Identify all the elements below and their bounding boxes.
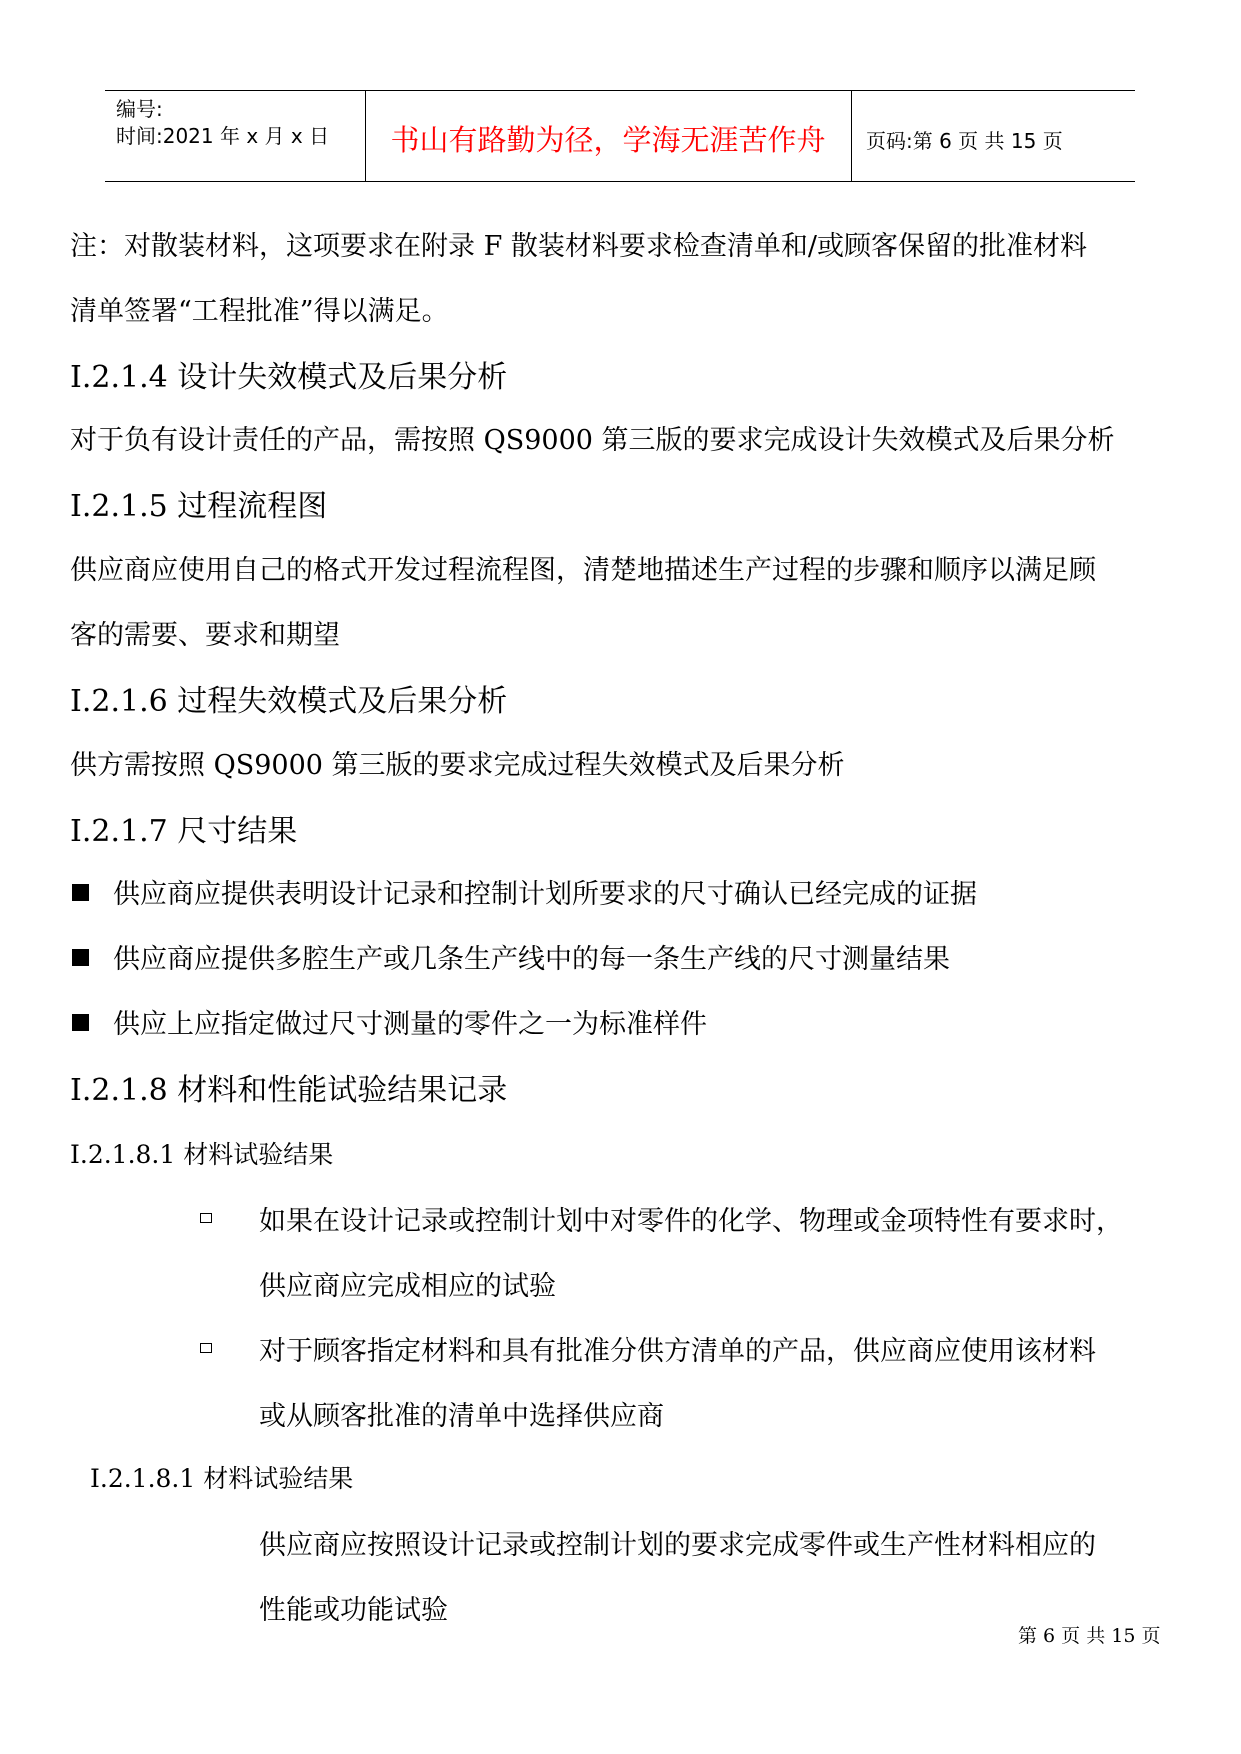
section-2-1-8-title: Ⅰ.2.1.8 材料和性能试验结果记录 — [70, 1073, 508, 1108]
bullet-square-icon — [72, 1014, 89, 1031]
section-2-1-6-title: Ⅰ.2.1.6 过程失效模式及后果分析 — [70, 684, 508, 719]
section-2-1-5-title: Ⅰ.2.1.5 过程流程图 — [70, 489, 328, 524]
section-2-1-8-1-title: Ⅰ.2.1.8.1 材料试验结果 — [70, 1140, 334, 1169]
note-line-1: 注：对散装材料，这项要求在附录 F 散装材料要求检查清单和/或顾客保留的批准材料 — [70, 231, 1087, 262]
bullet-square-icon — [72, 949, 89, 966]
header-motto: 书山有路勤为径，学海无涯苦作舟 — [390, 123, 826, 157]
material-item-2-line-2: 或从顾客批准的清单中选择供应商 — [259, 1401, 664, 1432]
material-item-2-line-1: 对于顾客指定材料和具有批准分供方清单的产品，供应商应使用该材料 — [259, 1336, 1096, 1367]
section-2-1-5-text-2: 客的需要、要求和期望 — [70, 620, 340, 651]
section-2-1-4-title: Ⅰ.2.1.4 设计失效模式及后果分析 — [70, 360, 508, 395]
material-item-1-line-2: 供应商应完成相应的试验 — [259, 1271, 556, 1302]
bullet-square-icon — [72, 884, 89, 901]
section-2-1-8-1-repeat-title: Ⅰ.2.1.8.1 材料试验结果 — [90, 1464, 354, 1493]
section-2-1-6-text: 供方需按照 QS9000 第三版的要求完成过程失效模式及后果分析 — [70, 750, 845, 781]
header-bottom-rule — [105, 181, 1135, 182]
dimension-bullet-item: 供应商应提供多腔生产或几条生产线中的每一条生产线的尺寸测量结果 — [113, 944, 950, 975]
performance-text-line-1: 供应商应按照设计记录或控制计划的要求完成零件或生产性材料相应的 — [259, 1530, 1096, 1561]
section-2-1-7-title: Ⅰ.2.1.7 尺寸结果 — [70, 814, 298, 849]
section-2-1-5-text-1: 供应商应使用自己的格式开发过程流程图，清楚地描述生产过程的步骤和顺序以满足顾 — [70, 555, 1096, 586]
header-divider-right — [851, 90, 852, 182]
section-2-1-4-text: 对于负有设计责任的产品，需按照 QS9000 第三版的要求完成设计失效模式及后果分析 — [70, 425, 1115, 456]
header-time-label: 时间:2021 年 x 月 x 日 — [116, 124, 330, 148]
dimension-bullet-item: 供应商应提供表明设计记录和控制计划所要求的尺寸确认已经完成的证据 — [113, 879, 977, 910]
dimension-bullet-item: 供应上应指定做过尺寸测量的零件之一为标准样件 — [113, 1009, 707, 1040]
bullet-hollow-square-icon — [200, 1213, 212, 1223]
performance-text-line-2: 性能或功能试验 — [259, 1595, 448, 1626]
header-divider-left — [365, 90, 366, 182]
header-page-info: 页码:第 6 页 共 15 页 — [866, 129, 1063, 153]
header-top-rule — [105, 90, 1135, 91]
note-line-2: 清单签署“工程批准”得以满足。 — [70, 296, 449, 327]
material-item-1-line-1: 如果在设计记录或控制计划中对零件的化学、物理或金项特性有要求时， — [259, 1206, 1123, 1237]
header-number-label: 编号: — [116, 97, 163, 121]
footer-page-number: 第 6 页 共 15 页 — [1018, 1625, 1161, 1647]
bullet-hollow-square-icon — [200, 1343, 212, 1353]
